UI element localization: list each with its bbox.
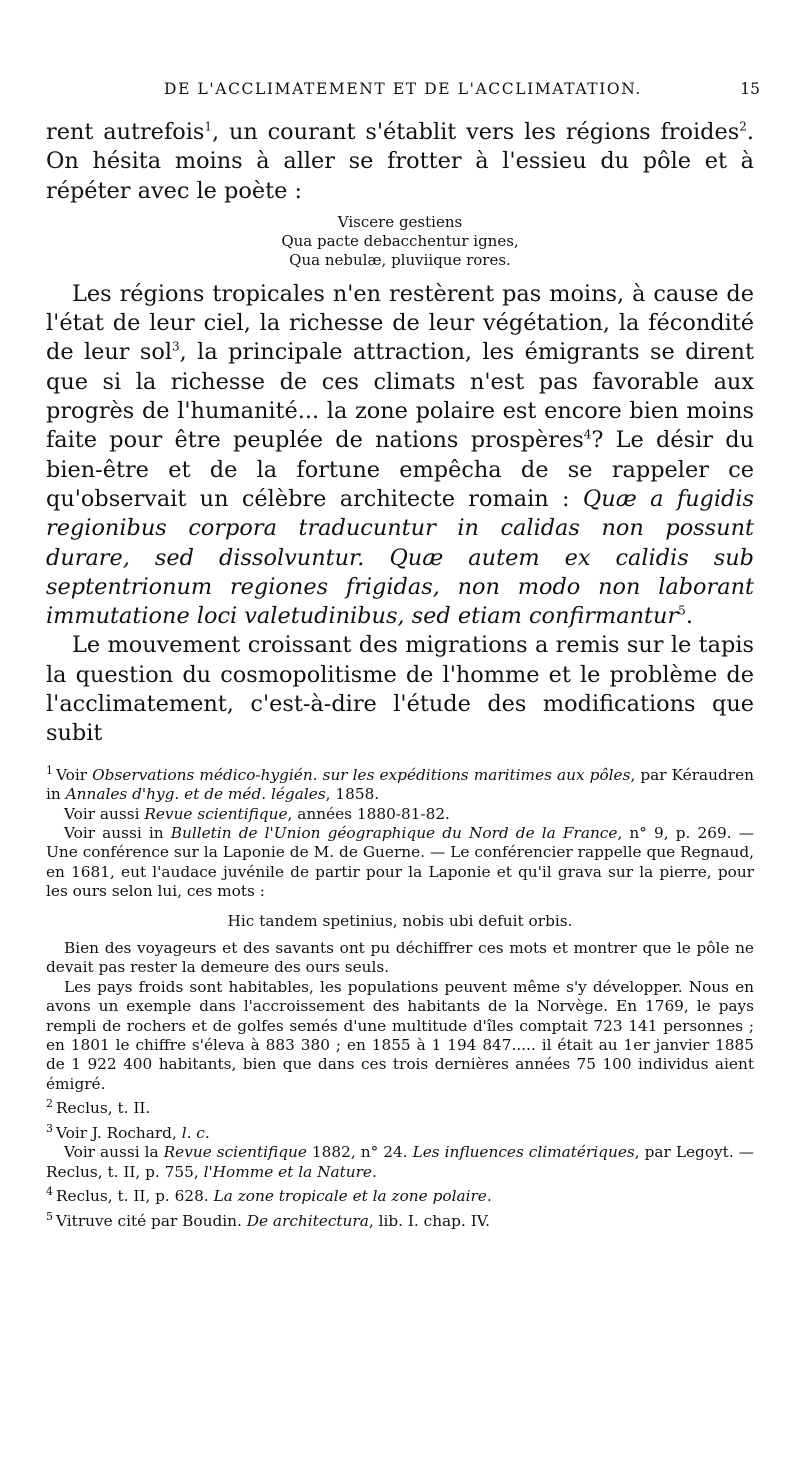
text-run: . <box>371 1162 377 1181</box>
footnote-ref-3: 3 <box>172 340 180 355</box>
text-run: . <box>486 1187 492 1206</box>
page-header <box>46 80 760 106</box>
text-run: Reclus, t. II, p. 628. <box>56 1187 214 1206</box>
page-number: 15 <box>740 80 760 98</box>
footnote-1-cont-4: Les pays froids sont habitables, les populations peuvent même s'y développer. Nous en avons un exemple dans l'accroissement des habitants de la Norvège. En 1769, le pays rempli de rochers et de golfes semés d'une multitude d'îles comptait 723 141 personnes ; en 1801 le chiffre s'éleva à 883 380 ; en 1855 à 1 194 847..... il était au 1er janvier 1885 de 1 922 400 habitants, bien que dans ces trois dernières années 75 100 individus aient émigré. <box>46 977 754 1093</box>
footnote-ref-5: 5 <box>678 603 686 618</box>
paragraph-1 <box>46 118 754 206</box>
cited-title: De architectura <box>246 1211 369 1230</box>
footnote-3-cont <box>46 1143 754 1182</box>
footnote-3 <box>46 1119 754 1144</box>
text-run: Les régions tropicales n'en restèrent pas moins, à cause de l'état de leur ciel, la richesse de leur végétation, la fécondité de leur sol <box>46 280 754 366</box>
footnote-ref-1: 1 <box>204 119 212 134</box>
cited-title: Bulletin de l'Union géographique du Nord de la France <box>170 823 618 842</box>
cited-title: Revue scientifique <box>163 1143 307 1162</box>
text-run: Reclus, t. II. <box>56 1099 151 1118</box>
footnote-5 <box>46 1207 754 1232</box>
main-text <box>46 118 754 1231</box>
text-run: , un courant s'établit vers les régions froides <box>212 119 740 145</box>
inscription-quote: Hic tandem spetinius, nobis ubi defuit orbis. <box>227 911 573 930</box>
text-run: ? Le désir du bien-être et de la fortune empêcha de se rappeler ce qu'observait un célèbre architecte romain : <box>46 427 754 512</box>
footnote-number: 3 <box>46 1121 53 1135</box>
footnote-number: 5 <box>46 1209 53 1223</box>
text-run: rent autrefois <box>46 119 205 145</box>
text-run: Vitruve cité par Boudin. <box>56 1211 247 1230</box>
cited-journal: Annales d'hyg. et de méd. légales <box>65 785 326 804</box>
cited-loc: l. c. <box>181 1123 210 1142</box>
footnote-number: 4 <box>46 1185 53 1199</box>
footnote-1-cont-2 <box>46 824 754 902</box>
text-run: , n° 9, p. 269. — Une conférence sur la Laponie de M. de Guerne. — Le conférencier rappelle que Regnaud, en 1681, eut l'audace juvénile de partir pour la Laponie et qu'il grava sur la pierre, pour les ours selon lui, ces mots : <box>46 823 755 901</box>
cited-title: Observations médico-hygién. sur les expéditions maritimes aux pôles <box>92 765 631 784</box>
text-run: , 1858. <box>325 785 380 804</box>
text-run: 1882, n° 24. <box>306 1143 413 1162</box>
footnote-number: 1 <box>46 763 53 777</box>
text-run: , la principale attraction, les émigrants se dirent que si la richesse de ces climats n'est pas favorable aux progrès de l'humanité... la zone polaire est encore bien moins faite pour être peuplée de nations prospères <box>46 339 754 454</box>
footnote-2 <box>46 1094 754 1119</box>
text-run: Voir aussi la <box>64 1143 164 1162</box>
paragraph-3: Le mouvement croissant des migrations a remis sur le tapis la question du cosmopolitisme de l'homme et le problème de l'acclimatement, c'est-à-dire l'étude des modifications que subit <box>46 632 754 747</box>
text-run: Voir <box>56 765 93 784</box>
cited-title: La zone tropicale et la zone polaire <box>213 1187 487 1206</box>
footnote-1-cont-3: Bien des voyageurs et des savants ont pu déchiffrer ces mots et montrer que le pôle ne devait pas rester la demeure des ours seuls. <box>46 938 754 977</box>
text-run: , par Kéraudren in <box>46 765 754 804</box>
text-run: , par Legoyt. — Reclus, t. II, p. 755, <box>46 1143 754 1181</box>
text-run: Voir J. Rochard, <box>56 1123 182 1142</box>
poem-line-1: Viscere gestiens <box>337 212 463 231</box>
footnote-1-cont-1 <box>46 805 754 824</box>
footnote-ref-4: 4 <box>583 427 592 442</box>
cited-title: l'Homme et la Nature <box>203 1162 372 1181</box>
footnote-number: 2 <box>46 1097 53 1111</box>
text-run: , années 1880-81-82. <box>287 804 450 823</box>
poem-line-3: Qua nebulæ, pluviique rores. <box>289 250 511 269</box>
cited-title: Les influences climatériques <box>412 1143 635 1162</box>
poem-quotation <box>46 213 754 270</box>
text-run: Voir aussi <box>64 804 145 823</box>
running-title: DE L'ACCLIMATEMENT ET DE L'ACCLIMATATION. <box>164 80 642 98</box>
paragraph-2 <box>46 280 754 632</box>
latin-quotation: Quæ a fugidis regionibus corpora traducuntur in calidas non possunt durare, sed dissolvuntur. Quæ autem ex calidis sub septentrionum regiones frigidas, non modo non laborant immutatione loci valetudinibus, sed etiam confirmantur <box>46 485 754 630</box>
footnote-ref-2: 2 <box>739 119 747 134</box>
footnote-1 <box>46 761 754 805</box>
text-run: , lib. I. chap. IV. <box>368 1211 490 1230</box>
text-run: . On hésita moins à aller se frotter à l'essieu du pôle et à répéter avec le poète : <box>46 119 754 204</box>
text-run: . <box>685 603 693 630</box>
poem-line-2: Qua pacte debacchentur ignes, <box>281 231 519 250</box>
text-run: Voir aussi in <box>64 823 171 842</box>
footnotes <box>46 761 754 1231</box>
cited-title: Revue scientifique <box>144 804 288 823</box>
footnote-4 <box>46 1182 754 1207</box>
